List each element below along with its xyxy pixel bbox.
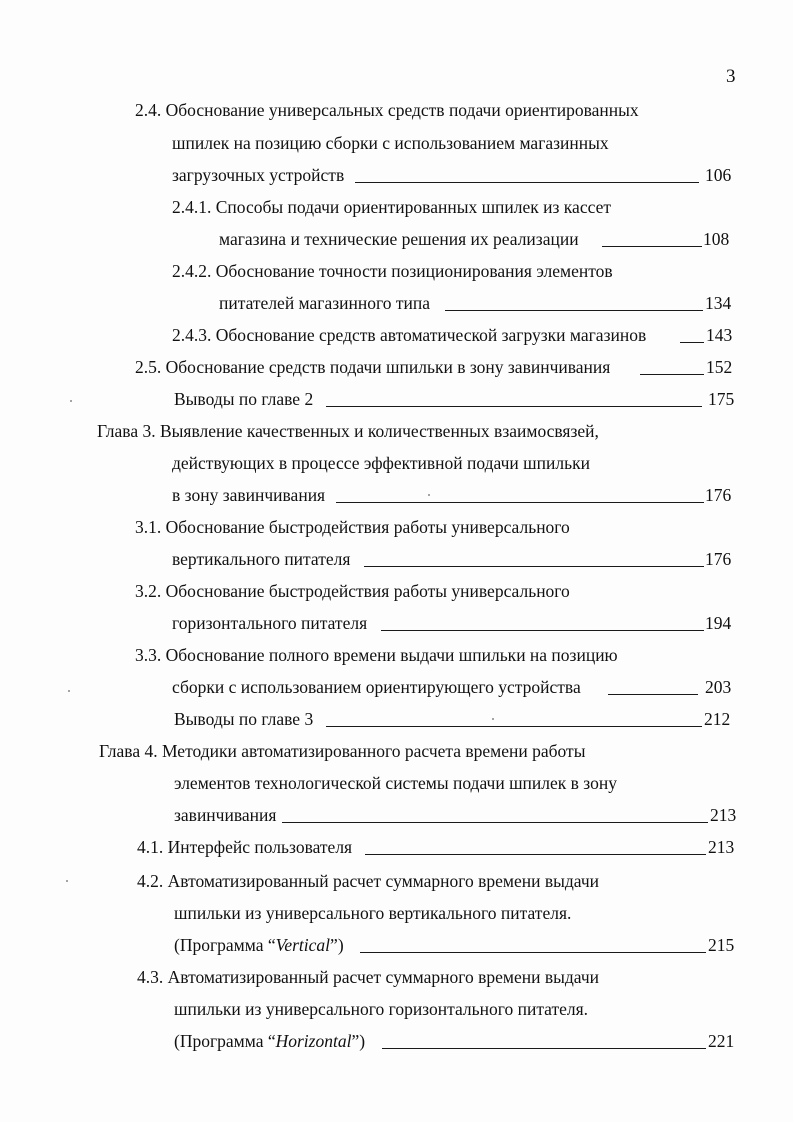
toc-entry-text: Глава 3. Выявление качественных и количественных взаимосвязей, xyxy=(97,421,599,441)
toc-entry-text: шпильки из универсального вертикального питателя. xyxy=(174,903,572,923)
dot-leader xyxy=(326,726,702,727)
toc-entry-continuation xyxy=(172,165,734,187)
program-label-close: ”) xyxy=(351,1031,366,1051)
toc-entry-text: Выводы по главе 2 xyxy=(174,389,314,409)
toc-entry-text: 2.5. Обоснование средств подачи шпильки в зону завинчивания xyxy=(135,357,611,377)
toc-page-number: 175 xyxy=(708,389,735,409)
dot-leader xyxy=(282,822,708,823)
toc-entry-text: сборки с использованием ориентирующего устройства xyxy=(172,677,581,697)
toc-entry-continuation xyxy=(219,293,734,315)
toc-entry-continuation xyxy=(174,935,734,957)
toc-page-number: 194 xyxy=(705,613,732,633)
toc-entry-text: завинчивания xyxy=(174,805,277,825)
toc-page-number: 106 xyxy=(705,165,732,185)
toc-entry-text: Выводы по главе 3 xyxy=(174,709,314,729)
toc-page-number: 221 xyxy=(708,1031,735,1051)
program-label-close: ”) xyxy=(330,935,344,955)
toc-entry-text xyxy=(174,935,344,955)
dot-leader xyxy=(365,854,706,855)
toc-entry-continuation xyxy=(219,229,734,251)
toc-page-number: 108 xyxy=(703,229,730,249)
scan-speck xyxy=(428,494,430,496)
toc-page-number: 213 xyxy=(708,837,735,857)
toc-entry-continuation xyxy=(172,549,734,571)
toc-entry-2-5 xyxy=(135,357,734,379)
scan-speck xyxy=(66,880,68,882)
toc-entry-text: 2.4.2. Обоснование точности позиционирования элементов xyxy=(172,261,613,281)
toc-entry-text: загрузочных устройств xyxy=(172,165,345,185)
page-number: 3 xyxy=(726,66,736,87)
dot-leader xyxy=(326,406,702,407)
toc-entry-text: 2.4.3. Обоснование средств автоматической загрузки магазинов xyxy=(172,325,647,345)
scan-speck xyxy=(492,718,494,720)
scan-speck xyxy=(70,400,72,402)
toc-entry-text: 2.4.1. Способы подачи ориентированных шпилек из кассет xyxy=(172,197,611,217)
toc-entry-text: шпилек на позицию сборки с использованием магазинных xyxy=(172,133,609,153)
dot-leader xyxy=(640,374,704,375)
toc-page-number: 213 xyxy=(710,805,737,825)
toc-entry-continuation xyxy=(172,613,734,635)
toc-entry-conclusions-2 xyxy=(174,389,734,411)
program-name: Vertical xyxy=(275,935,331,955)
dot-leader xyxy=(364,566,704,567)
toc-entry-4-1 xyxy=(137,837,734,859)
program-name: Horizontal xyxy=(275,1031,352,1051)
toc-entry-text: шпильки из универсального горизонтального питателя. xyxy=(174,999,589,1019)
toc-entry-text: 2.4. Обоснование универсальных средств подачи ориентированных xyxy=(135,100,639,120)
toc-entry-text: вертикального питателя xyxy=(172,549,351,569)
dot-leader xyxy=(355,182,699,183)
toc-entry-text: 4.3. Автоматизированный расчет суммарного времени выдачи xyxy=(137,967,600,987)
toc-entry-text: питателей магазинного типа xyxy=(219,293,430,313)
toc-page-number: 152 xyxy=(706,357,733,377)
toc-page-number: 134 xyxy=(705,293,732,313)
toc-entry-text: горизонтального питателя xyxy=(172,613,368,633)
toc-entry-continuation xyxy=(174,805,737,827)
toc-entry-continuation xyxy=(172,485,734,507)
scan-speck xyxy=(68,690,70,692)
toc-entry-2-4-3 xyxy=(172,325,734,347)
dot-leader xyxy=(360,952,706,953)
toc-page-number: 212 xyxy=(704,709,731,729)
dot-leader xyxy=(382,1048,706,1049)
toc-entry-conclusions-3 xyxy=(174,709,734,731)
toc-entry-continuation xyxy=(174,1031,734,1053)
toc-entry-text: Глава 4. Методики автоматизированного расчета времени работы xyxy=(99,741,586,761)
toc-entry-text: 3.2. Обоснование быстродействия работы универсального xyxy=(135,581,570,601)
program-label: (Программа “ xyxy=(174,1031,276,1051)
dot-leader xyxy=(680,342,704,343)
dot-leader xyxy=(608,694,698,695)
toc-page-number: 176 xyxy=(705,485,732,505)
toc-entry-continuation xyxy=(172,677,734,699)
toc-page-number: 203 xyxy=(705,677,732,697)
toc-entry-text: 4.2. Автоматизированный расчет суммарного времени выдачи xyxy=(137,871,600,891)
toc-page-number: 176 xyxy=(705,549,732,569)
dot-leader xyxy=(445,310,703,311)
program-label: (Программа “ xyxy=(174,935,276,955)
toc-entry-text: элементов технологической системы подачи шпилек в зону xyxy=(174,773,617,793)
toc-entry-text: 3.1. Обоснование быстродействия работы универсального xyxy=(135,517,570,537)
toc-page-number: 215 xyxy=(708,935,735,955)
dot-leader xyxy=(336,502,704,503)
toc-entry-text: 3.3. Обоснование полного времени выдачи шпильки на позицию xyxy=(135,645,618,665)
toc-entry-text: магазина и технические решения их реализации xyxy=(219,229,579,249)
toc-entry-text: действующих в процессе эффективной подачи шпильки xyxy=(172,453,590,473)
dot-leader xyxy=(602,246,702,247)
toc-entry-text xyxy=(174,1031,365,1051)
dot-leader xyxy=(381,630,704,631)
toc-entry-text: в зону завинчивания xyxy=(172,485,326,505)
toc-entry-text: 4.1. Интерфейс пользователя xyxy=(137,837,353,857)
toc-page-number: 143 xyxy=(706,325,733,345)
